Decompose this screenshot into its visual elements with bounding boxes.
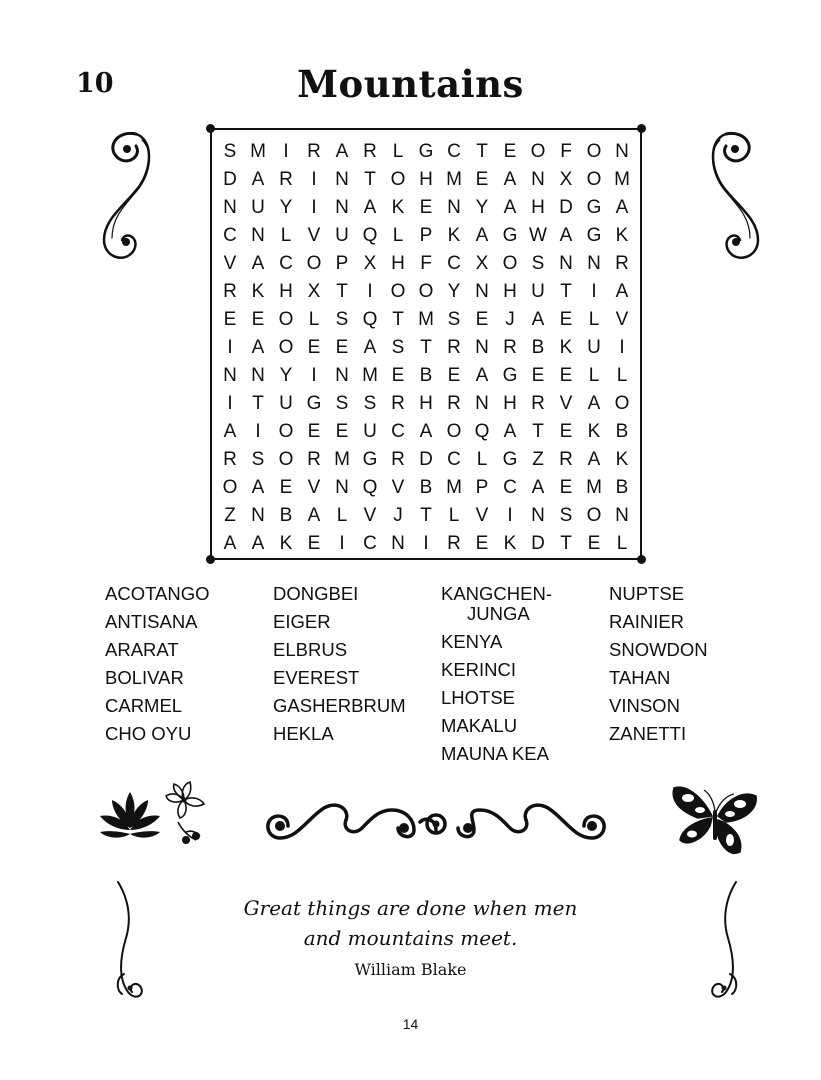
grid-letter[interactable]: I: [311, 169, 317, 190]
word-list-item: EIGER: [273, 611, 331, 632]
grid-letter[interactable]: M: [418, 309, 434, 330]
grid-letter[interactable]: E: [251, 309, 265, 330]
grid-letter[interactable]: R: [391, 449, 405, 470]
grid-letter[interactable]: L: [476, 449, 488, 470]
grid-letter[interactable]: M: [334, 449, 350, 470]
grid-letter[interactable]: N: [531, 505, 545, 526]
grid-letter[interactable]: A: [503, 421, 517, 442]
word-list-column-3: [441, 580, 611, 768]
grid-letter[interactable]: A: [503, 169, 517, 190]
grid-letter[interactable]: T: [476, 141, 488, 162]
grid-letter[interactable]: A: [503, 197, 517, 218]
grid-letter[interactable]: T: [336, 281, 348, 302]
grid-letter[interactable]: L: [280, 225, 292, 246]
grid-letter[interactable]: N: [335, 169, 349, 190]
grid-letter[interactable]: K: [587, 421, 601, 442]
frame-corner-dot: [206, 555, 215, 564]
grid-letter[interactable]: U: [363, 421, 377, 442]
grid-letter[interactable]: G: [306, 393, 322, 414]
grid-letter[interactable]: R: [447, 533, 461, 554]
grid-letter[interactable]: X: [307, 281, 321, 302]
grid-letter[interactable]: X: [559, 169, 573, 190]
word-search-grid[interactable]: [216, 138, 636, 558]
grid-letter[interactable]: T: [252, 393, 264, 414]
grid-letter[interactable]: O: [278, 309, 294, 330]
grid-letter[interactable]: G: [502, 225, 518, 246]
grid-letter[interactable]: D: [223, 169, 237, 190]
grid-letter[interactable]: L: [392, 225, 404, 246]
grid-letter[interactable]: S: [531, 253, 545, 274]
grid-letter[interactable]: O: [278, 337, 294, 358]
grid-letter[interactable]: Z: [224, 505, 236, 526]
word-list-item: CARMEL: [105, 695, 183, 716]
word-list-item: ANTISANA: [105, 611, 198, 632]
butterfly-icon: [668, 778, 764, 864]
grid-letter[interactable]: A: [363, 337, 377, 358]
grid-letter[interactable]: I: [339, 533, 345, 554]
grid-letter[interactable]: O: [418, 281, 434, 302]
grid-letter[interactable]: Q: [362, 225, 378, 246]
word-list-item: VINSON: [609, 695, 680, 716]
grid-letter[interactable]: E: [419, 197, 433, 218]
grid-letter[interactable]: N: [559, 253, 573, 274]
grid-letter[interactable]: D: [559, 197, 573, 218]
grid-letter[interactable]: H: [391, 253, 405, 274]
frame-corner-dot: [206, 124, 215, 133]
grid-letter[interactable]: F: [420, 253, 432, 274]
swirl-ornament-left-icon: [96, 122, 156, 272]
grid-letter[interactable]: N: [447, 197, 461, 218]
word-list-item: MAKALU: [441, 715, 518, 736]
grid-letter[interactable]: E: [475, 169, 489, 190]
grid-letter[interactable]: M: [446, 169, 462, 190]
grid-letter[interactable]: S: [391, 337, 405, 358]
grid-letter[interactable]: T: [420, 337, 432, 358]
grid-letter[interactable]: M: [250, 141, 266, 162]
grid-letter[interactable]: K: [279, 533, 293, 554]
grid-letter[interactable]: O: [502, 253, 518, 274]
grid-letter[interactable]: N: [335, 365, 349, 386]
grid-letter[interactable]: B: [419, 477, 433, 498]
grid-letter[interactable]: L: [448, 505, 460, 526]
grid-letter[interactable]: B: [615, 421, 629, 442]
grid-letter[interactable]: O: [614, 393, 630, 414]
grid-letter[interactable]: N: [335, 197, 349, 218]
grid-letter[interactable]: A: [251, 337, 265, 358]
grid-letter[interactable]: X: [475, 253, 489, 274]
grid-letter[interactable]: O: [222, 477, 238, 498]
grid-letter[interactable]: N: [223, 197, 237, 218]
grid-letter[interactable]: Y: [475, 197, 489, 218]
grid-letter[interactable]: O: [530, 141, 546, 162]
grid-letter[interactable]: C: [447, 141, 461, 162]
quote-author: William Blake: [354, 960, 467, 979]
lotus-flower-icon: [96, 778, 216, 853]
grid-letter[interactable]: K: [559, 337, 573, 358]
grid-letter[interactable]: O: [390, 169, 406, 190]
puzzle-number: 10: [76, 68, 114, 99]
word-list-column-4: [609, 580, 779, 748]
grid-letter[interactable]: B: [419, 365, 433, 386]
grid-letter[interactable]: E: [335, 337, 349, 358]
grid-letter[interactable]: S: [335, 309, 349, 330]
grid-letter[interactable]: Q: [362, 477, 378, 498]
grid-letter[interactable]: O: [586, 505, 602, 526]
grid-letter[interactable]: O: [586, 169, 602, 190]
word-list-item: DONGBEI: [273, 583, 359, 604]
grid-letter[interactable]: N: [531, 169, 545, 190]
grid-letter[interactable]: R: [279, 169, 293, 190]
grid-letter[interactable]: G: [586, 197, 602, 218]
grid-letter[interactable]: T: [420, 505, 432, 526]
grid-letter[interactable]: I: [283, 141, 289, 162]
word-list-item: CHO OYU: [105, 723, 192, 744]
word-list-item: NUPTSE: [609, 583, 685, 604]
grid-letter[interactable]: H: [503, 393, 517, 414]
grid-letter[interactable]: A: [363, 197, 377, 218]
word-list-item: RAINIER: [609, 611, 685, 632]
grid-letter[interactable]: N: [251, 505, 265, 526]
grid-letter[interactable]: O: [306, 253, 322, 274]
grid-letter[interactable]: E: [559, 421, 573, 442]
grid-letter[interactable]: M: [586, 477, 602, 498]
grid-letter[interactable]: N: [475, 281, 489, 302]
word-list-item: HEKLA: [273, 723, 334, 744]
grid-letter[interactable]: P: [335, 253, 349, 274]
grid-letter[interactable]: H: [531, 197, 545, 218]
quote-line-2: and mountains meet.: [303, 926, 518, 950]
grid-letter[interactable]: C: [447, 449, 461, 470]
grid-letter[interactable]: O: [390, 281, 406, 302]
grid-letter[interactable]: V: [475, 505, 489, 526]
grid-letter[interactable]: Z: [532, 449, 544, 470]
grid-letter[interactable]: S: [251, 449, 265, 470]
grid-letter[interactable]: R: [307, 449, 321, 470]
grid-letter[interactable]: T: [532, 421, 544, 442]
grid-letter[interactable]: I: [311, 365, 317, 386]
grid-letter[interactable]: L: [588, 365, 600, 386]
grid-letter[interactable]: N: [587, 253, 601, 274]
grid-letter[interactable]: N: [251, 225, 265, 246]
grid-letter[interactable]: G: [362, 449, 378, 470]
quote-block: [0, 893, 821, 953]
word-list-item: KANGCHEN- JUNGA: [441, 583, 553, 624]
grid-letter[interactable]: R: [503, 337, 517, 358]
grid-letter[interactable]: J: [505, 309, 515, 330]
page-number: 14: [402, 1016, 419, 1032]
grid-letter[interactable]: K: [503, 533, 517, 554]
grid-letter[interactable]: H: [503, 281, 517, 302]
grid-letter[interactable]: M: [446, 477, 462, 498]
grid-letter[interactable]: A: [615, 281, 629, 302]
grid-letter[interactable]: C: [503, 477, 517, 498]
grid-letter[interactable]: I: [619, 337, 625, 358]
word-list-item: KENYA: [441, 631, 503, 652]
grid-letter[interactable]: I: [591, 281, 597, 302]
grid-letter[interactable]: R: [615, 253, 629, 274]
word-list-item: TAHAN: [609, 667, 671, 688]
grid-letter[interactable]: C: [391, 421, 405, 442]
grid-letter[interactable]: G: [502, 449, 518, 470]
grid-letter[interactable]: U: [531, 281, 545, 302]
grid-letter[interactable]: K: [447, 225, 461, 246]
grid-letter[interactable]: R: [447, 337, 461, 358]
grid-letter[interactable]: R: [447, 393, 461, 414]
grid-letter[interactable]: I: [311, 197, 317, 218]
grid-letter[interactable]: R: [223, 449, 237, 470]
word-list-item: ZANETTI: [609, 723, 687, 744]
grid-letter[interactable]: L: [616, 533, 628, 554]
grid-letter[interactable]: N: [251, 365, 265, 386]
grid-letter[interactable]: L: [336, 505, 348, 526]
grid-letter[interactable]: S: [223, 141, 237, 162]
grid-letter[interactable]: I: [423, 533, 429, 554]
grid-letter[interactable]: L: [392, 141, 404, 162]
grid-letter[interactable]: R: [363, 141, 377, 162]
grid-letter[interactable]: E: [447, 365, 461, 386]
grid-letter[interactable]: H: [419, 169, 433, 190]
grid-letter[interactable]: U: [279, 393, 293, 414]
grid-letter[interactable]: B: [615, 477, 629, 498]
quote-line-1: Great things are done when men: [243, 896, 578, 920]
word-list-item: KERINCI: [441, 659, 517, 680]
grid-letter[interactable]: E: [559, 477, 573, 498]
grid-letter[interactable]: N: [335, 477, 349, 498]
grid-letter[interactable]: A: [587, 393, 601, 414]
page-title: Mountains: [297, 62, 524, 106]
grid-letter[interactable]: A: [307, 505, 321, 526]
grid-letter[interactable]: E: [503, 141, 517, 162]
grid-letter[interactable]: T: [560, 533, 572, 554]
grid-letter[interactable]: V: [307, 477, 321, 498]
grid-letter[interactable]: I: [227, 337, 233, 358]
grid-letter[interactable]: E: [475, 533, 489, 554]
grid-letter[interactable]: A: [335, 141, 349, 162]
grid-letter[interactable]: I: [227, 393, 233, 414]
grid-letter[interactable]: A: [251, 533, 265, 554]
grid-letter[interactable]: I: [507, 505, 513, 526]
grid-letter[interactable]: R: [223, 281, 237, 302]
grid-letter[interactable]: Y: [447, 281, 461, 302]
swirl-ornament-right-icon: [706, 122, 766, 272]
word-list-item: EVEREST: [273, 667, 360, 688]
grid-letter[interactable]: O: [586, 141, 602, 162]
grid-letter[interactable]: K: [615, 449, 629, 470]
grid-letter[interactable]: A: [531, 477, 545, 498]
grid-letter[interactable]: Q: [474, 421, 490, 442]
grid-letter[interactable]: R: [559, 449, 573, 470]
grid-letter[interactable]: D: [531, 533, 545, 554]
grid-letter[interactable]: O: [446, 421, 462, 442]
grid-letter[interactable]: N: [615, 141, 629, 162]
grid-letter[interactable]: X: [363, 253, 377, 274]
grid-letter[interactable]: V: [559, 393, 573, 414]
word-list-column-2: [273, 580, 443, 748]
grid-letter[interactable]: G: [586, 225, 602, 246]
frame-corner-dot: [637, 124, 646, 133]
grid-letter[interactable]: B: [531, 337, 545, 358]
grid-letter[interactable]: V: [391, 477, 405, 498]
grid-letter[interactable]: E: [279, 477, 293, 498]
grid-letter[interactable]: I: [255, 421, 261, 442]
grid-letter[interactable]: A: [587, 449, 601, 470]
grid-letter[interactable]: K: [391, 197, 405, 218]
grid-letter[interactable]: M: [362, 365, 378, 386]
grid-letter[interactable]: L: [588, 309, 600, 330]
grid-letter[interactable]: A: [531, 309, 545, 330]
grid-letter[interactable]: T: [364, 169, 376, 190]
grid-letter[interactable]: R: [531, 393, 545, 414]
grid-letter[interactable]: H: [419, 393, 433, 414]
grid-letter[interactable]: K: [615, 225, 629, 246]
grid-letter[interactable]: C: [279, 253, 293, 274]
grid-letter[interactable]: T: [560, 281, 572, 302]
grid-letter[interactable]: O: [278, 421, 294, 442]
grid-letter[interactable]: M: [614, 169, 630, 190]
grid-letter[interactable]: Y: [279, 365, 293, 386]
grid-letter[interactable]: E: [391, 365, 405, 386]
grid-letter[interactable]: E: [559, 309, 573, 330]
grid-letter[interactable]: S: [363, 393, 377, 414]
grid-letter[interactable]: T: [392, 309, 404, 330]
word-list-item: ARARAT: [105, 639, 179, 660]
grid-letter[interactable]: S: [447, 309, 461, 330]
grid-letter[interactable]: E: [475, 309, 489, 330]
grid-letter[interactable]: N: [223, 365, 237, 386]
grid-letter[interactable]: L: [616, 365, 628, 386]
grid-letter[interactable]: Y: [279, 197, 293, 218]
grid-letter[interactable]: S: [335, 393, 349, 414]
grid-letter[interactable]: G: [418, 141, 434, 162]
grid-letter[interactable]: L: [308, 309, 320, 330]
grid-letter[interactable]: A: [475, 365, 489, 386]
grid-letter[interactable]: G: [502, 365, 518, 386]
grid-letter[interactable]: B: [279, 505, 293, 526]
grid-letter[interactable]: N: [475, 393, 489, 414]
grid-letter[interactable]: V: [223, 253, 237, 274]
grid-letter[interactable]: A: [251, 253, 265, 274]
frame-corner-dot: [637, 555, 646, 564]
grid-letter[interactable]: E: [531, 365, 545, 386]
grid-letter[interactable]: E: [587, 533, 601, 554]
grid-letter[interactable]: U: [251, 197, 265, 218]
grid-letter[interactable]: A: [223, 533, 237, 554]
grid-letter[interactable]: E: [307, 337, 321, 358]
grid-letter[interactable]: A: [615, 197, 629, 218]
word-list-item: MAUNA KEA: [441, 743, 549, 764]
word-list-item: SNOWDON: [609, 639, 708, 660]
grid-letter[interactable]: V: [363, 505, 377, 526]
grid-letter[interactable]: F: [560, 141, 572, 162]
grid-letter[interactable]: S: [559, 505, 573, 526]
grid-letter[interactable]: E: [335, 421, 349, 442]
word-list-item: ACOTANGO: [105, 583, 210, 604]
grid-letter[interactable]: V: [615, 309, 629, 330]
grid-letter[interactable]: J: [393, 505, 403, 526]
grid-letter[interactable]: W: [529, 225, 547, 246]
grid-letter[interactable]: V: [307, 225, 321, 246]
grid-letter[interactable]: Q: [362, 309, 378, 330]
grid-letter[interactable]: H: [279, 281, 293, 302]
grid-letter[interactable]: E: [307, 421, 321, 442]
grid-letter[interactable]: E: [559, 365, 573, 386]
grid-letter[interactable]: A: [419, 421, 433, 442]
grid-letter[interactable]: N: [615, 505, 629, 526]
grid-letter[interactable]: P: [475, 477, 489, 498]
grid-letter[interactable]: N: [391, 533, 405, 554]
grid-letter[interactable]: C: [363, 533, 377, 554]
grid-letter[interactable]: N: [475, 337, 489, 358]
word-list-item: BOLIVAR: [105, 667, 184, 688]
grid-letter[interactable]: P: [419, 225, 433, 246]
scroll-divider-icon: [258, 796, 614, 844]
grid-letter[interactable]: E: [223, 309, 237, 330]
grid-letter[interactable]: R: [307, 141, 321, 162]
word-list-item: ELBRUS: [273, 639, 348, 660]
grid-letter[interactable]: A: [559, 225, 573, 246]
grid-letter[interactable]: A: [251, 477, 265, 498]
grid-letter[interactable]: C: [447, 253, 461, 274]
grid-letter[interactable]: U: [335, 225, 349, 246]
word-list-column-1: [105, 580, 275, 748]
grid-letter[interactable]: K: [251, 281, 265, 302]
grid-letter[interactable]: A: [223, 421, 237, 442]
grid-letter[interactable]: U: [587, 337, 601, 358]
grid-letter[interactable]: R: [391, 393, 405, 414]
grid-letter[interactable]: O: [278, 449, 294, 470]
word-list-item: LHOTSE: [441, 687, 516, 708]
grid-letter[interactable]: I: [367, 281, 373, 302]
grid-letter[interactable]: A: [475, 225, 489, 246]
grid-letter[interactable]: C: [223, 225, 237, 246]
grid-letter[interactable]: E: [307, 533, 321, 554]
word-list-item: GASHERBRUM: [273, 695, 406, 716]
grid-letter[interactable]: D: [419, 449, 433, 470]
grid-letter[interactable]: A: [251, 169, 265, 190]
